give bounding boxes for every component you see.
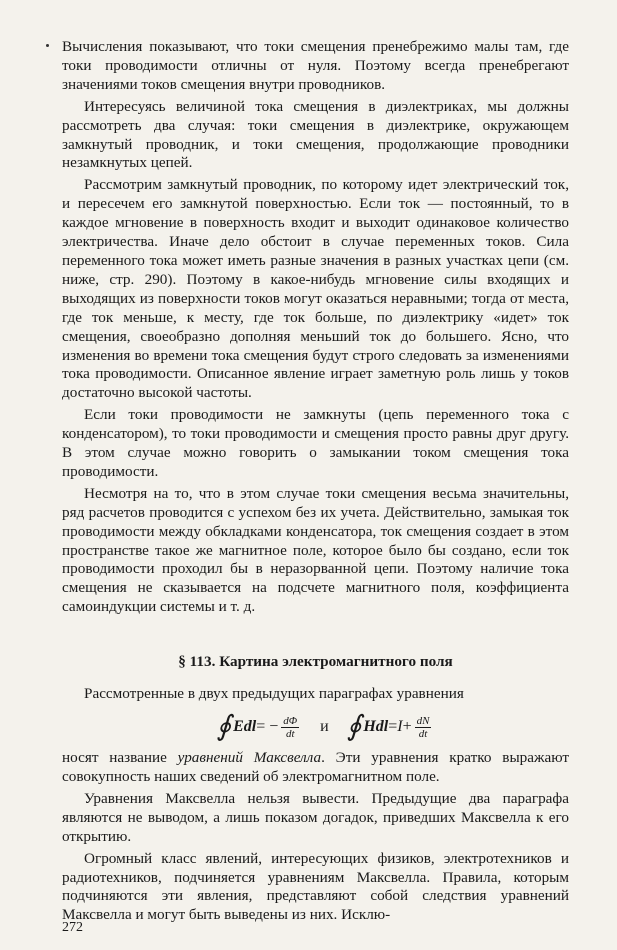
fraction-denominator: dt: [418, 727, 428, 740]
paragraph-2: Интересуясь величиной тока смещения в диэлектриках, мы должны рассмотреть два случая: токи смещения в диэлектрике, окружающем замкнутый проводник, и токи смещения, продолжающие проводники незамкнутых цепей.: [62, 97, 569, 172]
equation-left: [217, 713, 303, 741]
fraction-dphi-dt: [281, 715, 299, 740]
paragraph-after-equation: [62, 749, 569, 787]
paragraph-3: Рассмотрим замкнутый проводник, по которому идет электрический ток, и пересечем его замкнутой поверхностью. Если ток — постоянный, то в каждое мгновение в поверхность входит и выходит одинаковое количество электричества. Иначе дело обстоит в случае переменных токов. Сила переменного тока может иметь разные значения в разных участках цепи (см. ниже, стр. 290). Поэтому в какое-нибудь мгновение силы входящих и выходящих из поверхности токов могут оказаться неравными; тогда от места, где ток меньше, к месту, где ток больше, по диэлектрику «идет» ток смещения, своеобразно дополняя меньший ток до большего. Ясно, что изменения во времени тока смещения будут строго следовать за изменениями тока проводимости. Описанное явление играет заметную роль лишь у токов достаточно высокой частоты.: [62, 176, 569, 402]
maxwell-equations: [82, 707, 569, 747]
vector-e: E: [233, 718, 244, 736]
equation-right: [347, 713, 435, 741]
vector-dl: dl: [375, 718, 389, 736]
paragraph-intro: Рассмотренные в двух предыдущих параграфах уравнения: [84, 685, 464, 703]
vector-dl: dl: [243, 718, 257, 736]
equals: =: [388, 718, 398, 736]
fraction-denominator: dt: [285, 727, 295, 740]
vector-h: H: [363, 718, 376, 736]
conjunction: и: [320, 718, 329, 736]
paragraph-5: Несмотря на то, что в этом случае токи смещения весьма значительны, ряд расчетов проводится с успехом без их учета. Действительно, замыкая ток проводимости между обкладками конденсатора, ток смещения создает в этом пространстве такое же магнитное поле, которое было бы создано, если ток проводимости проходил бы в неразорванной цепи. Поэтому наличие тока смещения не сказывается на подсчете магнитного поля, коэффициента самоиндукции системы и т. д.: [62, 484, 569, 616]
paragraph-7: Огромный класс явлений, интересующих физиков, электротехников и радиотехников, подчиняется уравнениям Максвелла. Правила, которым подчиняются эти явления, представляют собой следствия уравнений Максвелла и могут быть выведены из них. Исклю-: [62, 849, 569, 924]
paragraph-6: Уравнения Максвелла нельзя вывести. Предыдущие два параграфа являются не выводом, а лишь показом догадок, приведших Максвелла к его открытию.: [62, 789, 569, 845]
contour-integral-symbol: ∮: [216, 711, 232, 743]
text-run: носят название: [62, 749, 178, 767]
paragraph-4: Если токи проводимости не замкнуты (цепь переменного тока с конденсатором), то токи проводимости и смещения просто равны друг другу. В этом случае можно говорить о замыкании током смещения тока проводимости.: [62, 406, 569, 480]
equals-minus: = −: [256, 718, 279, 736]
current-i: I: [397, 718, 403, 736]
scan-speck: [46, 44, 49, 47]
fraction-numerator: dN: [416, 714, 430, 727]
fraction-numerator: dΦ: [283, 714, 298, 727]
fraction-dn-dt: [415, 715, 432, 740]
text-run: . Эти уравнения кратко выражают совокупность наших сведений об электромагнитном поле.: [62, 749, 570, 785]
term-maxwell-equations: уравнений Максвелла: [177, 749, 322, 767]
page-number: 272: [62, 920, 83, 935]
section-heading: § 113. Картина электромагнитного поля: [178, 653, 453, 671]
contour-integral-symbol: ∮: [346, 711, 362, 743]
plus-sign: +: [402, 718, 412, 736]
paragraph-1: Вычисления показывают, что токи смещения пренебрежимо малы там, где токи проводимости отличны от нуля. Поэтому всегда пренебрегают значениями токов смещения внутри проводников.: [62, 38, 569, 93]
